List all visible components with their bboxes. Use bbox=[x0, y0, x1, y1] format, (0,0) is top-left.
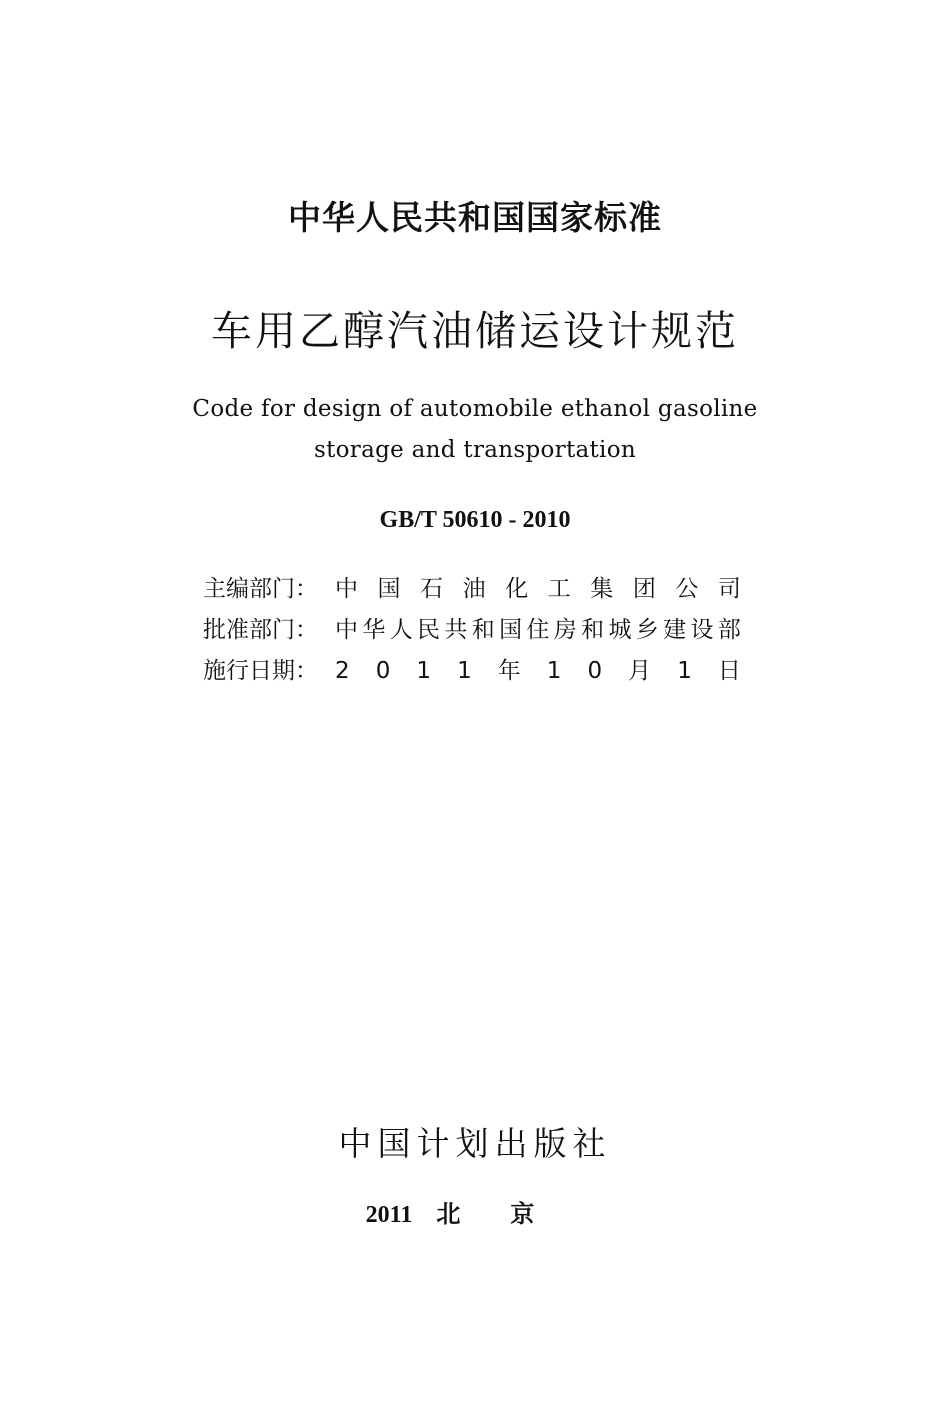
info-char: 0 bbox=[587, 658, 603, 684]
approver-row bbox=[203, 615, 743, 645]
info-char: 城 bbox=[608, 617, 632, 643]
info-char: 共 bbox=[444, 617, 468, 643]
info-char: 房 bbox=[553, 617, 577, 643]
info-char: 中 bbox=[335, 617, 358, 643]
english-title-line-2: storage and transportation bbox=[314, 437, 636, 463]
approver-value bbox=[335, 615, 741, 645]
info-char: 石 bbox=[420, 576, 444, 602]
national-standard-heading: 中华人民共和国国家标准 bbox=[288, 198, 662, 237]
english-title-line-1: Code for design of automobile ethanol gasoline bbox=[192, 396, 758, 422]
info-char: 华 bbox=[362, 617, 386, 643]
info-char: 民 bbox=[417, 617, 441, 643]
info-char: 油 bbox=[462, 576, 486, 602]
editor-row bbox=[203, 574, 743, 604]
info-char: 司 bbox=[717, 576, 741, 602]
info-char: 1 bbox=[546, 658, 562, 684]
info-char: 日 bbox=[717, 658, 741, 684]
publication-year: 2011 bbox=[365, 1202, 413, 1228]
info-char: 1 bbox=[677, 658, 692, 684]
info-char: 年 bbox=[497, 658, 521, 684]
info-char: 和 bbox=[471, 617, 495, 643]
publication-city: 北京 bbox=[436, 1200, 585, 1228]
info-char: 工 bbox=[547, 576, 571, 602]
info-char: 部 bbox=[717, 617, 741, 643]
editor-value bbox=[335, 574, 741, 604]
info-char: 建 bbox=[663, 617, 687, 643]
info-char: 和 bbox=[581, 617, 605, 643]
standard-number: GB/T 50610 - 2010 bbox=[379, 507, 571, 533]
info-char: 设 bbox=[690, 617, 714, 643]
info-char: 人 bbox=[389, 617, 413, 643]
info-char: 月 bbox=[628, 658, 652, 684]
info-char: 集 bbox=[590, 576, 614, 602]
info-char: 公 bbox=[675, 576, 699, 602]
publisher-name: 中国计划出版社 bbox=[338, 1124, 612, 1163]
info-char: 化 bbox=[505, 576, 529, 602]
info-char: 1 bbox=[416, 658, 432, 684]
info-char: 住 bbox=[526, 617, 550, 643]
effective-date-value bbox=[335, 656, 741, 686]
info-char: 0 bbox=[375, 658, 391, 684]
approver-label: 批准部门： bbox=[203, 617, 318, 643]
info-char: 团 bbox=[632, 576, 656, 602]
publication-place-line bbox=[0, 1199, 950, 1230]
effective-date-label: 施行日期： bbox=[203, 658, 318, 684]
chinese-title: 车用乙醇汽油储运设计规范 bbox=[211, 307, 739, 355]
editor-label: 主编部门： bbox=[203, 576, 318, 602]
info-char: 2 bbox=[335, 658, 350, 684]
info-char: 国 bbox=[377, 576, 401, 602]
info-char: 国 bbox=[499, 617, 523, 643]
effective-date-row bbox=[203, 656, 743, 686]
info-char: 1 bbox=[457, 658, 472, 684]
info-char: 乡 bbox=[635, 617, 659, 643]
info-char: 中 bbox=[335, 576, 358, 602]
